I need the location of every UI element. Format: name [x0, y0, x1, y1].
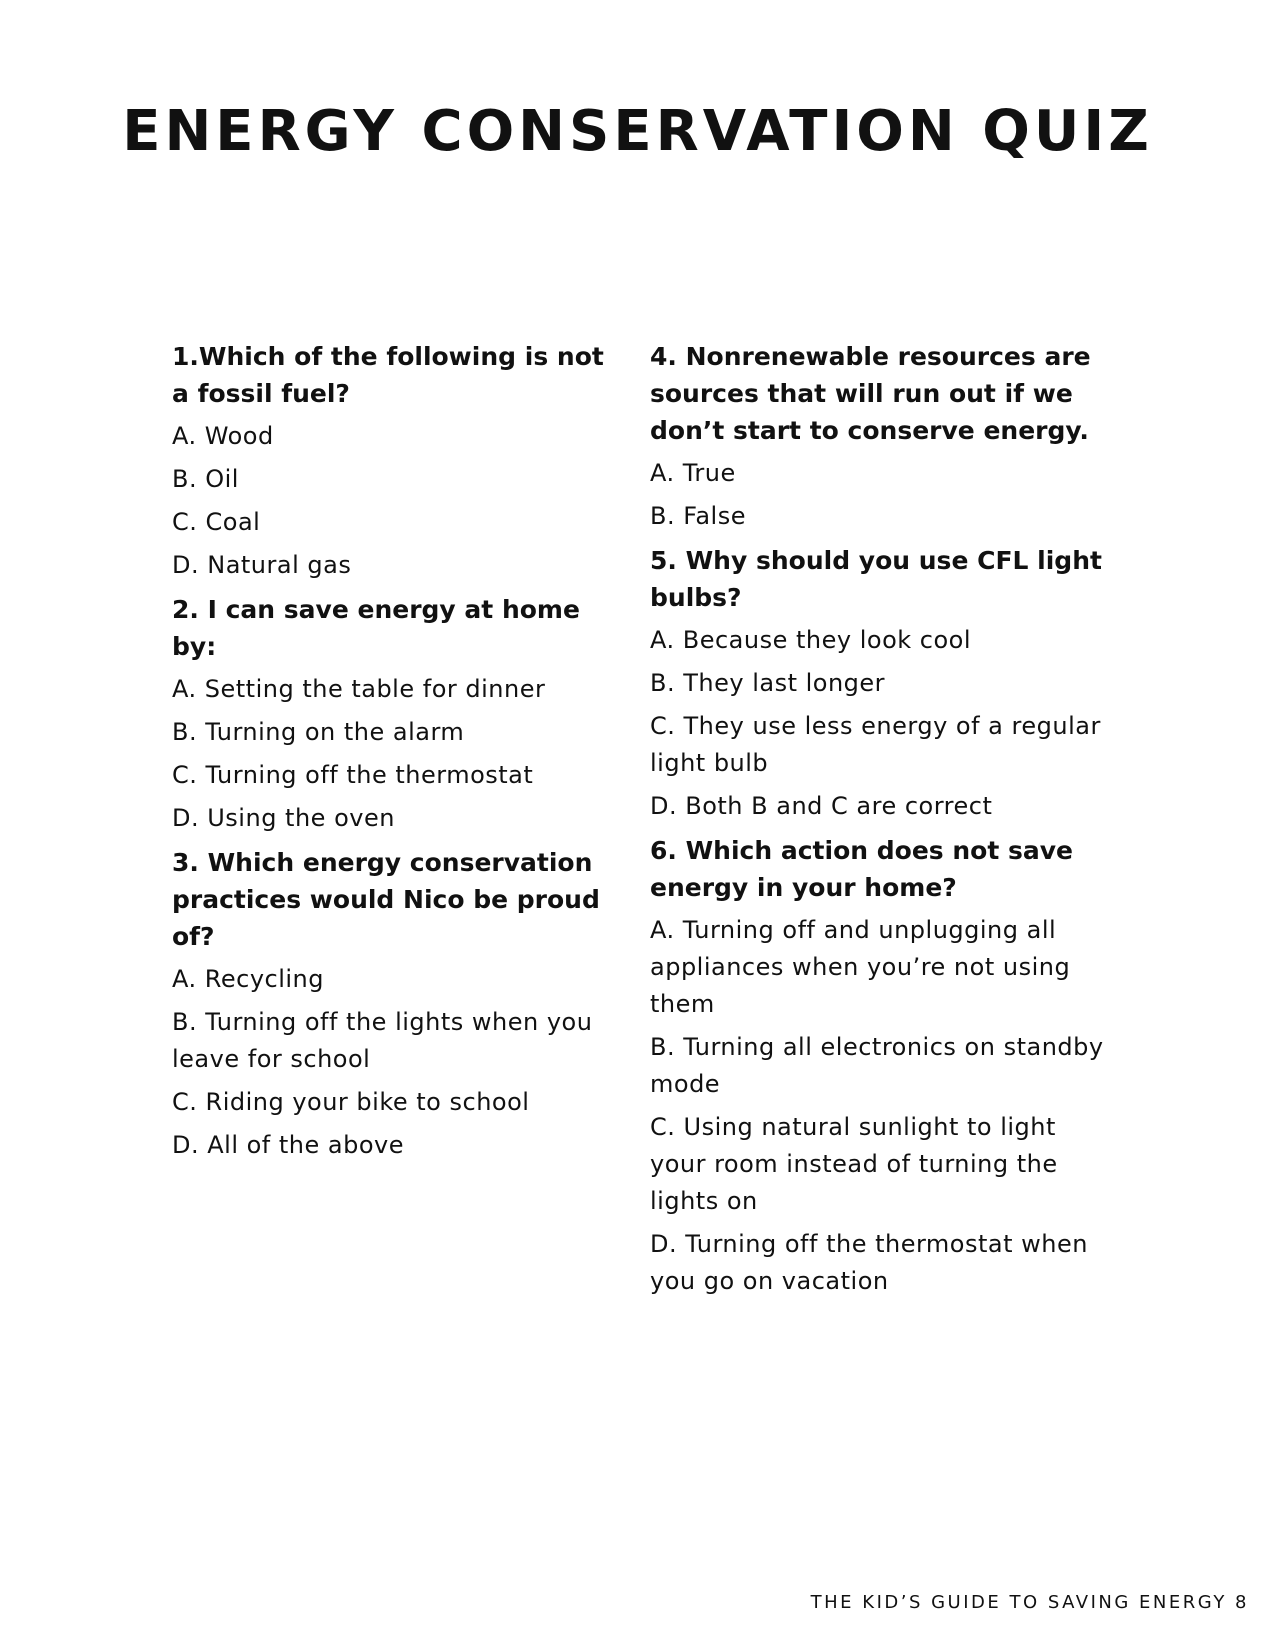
answer-option: C. They use less energy of a regular light bulb	[650, 712, 1101, 777]
question-5	[650, 542, 1106, 825]
question-3	[172, 844, 628, 1164]
answer-option: C. Riding your bike to school	[172, 1088, 530, 1116]
answer-option: A. Turning off and unplugging all appliances when you’re not using them	[650, 916, 1071, 1018]
question-text: 1.Which of the following is not a fossil fuel?	[172, 342, 604, 408]
question-1	[172, 338, 628, 584]
answer-option: D. Using the oven	[172, 804, 395, 832]
quiz-column-left	[172, 338, 628, 1171]
quiz-column-right	[650, 338, 1106, 1307]
answer-option: A. Wood	[172, 422, 274, 450]
answer-option: A. Because they look cool	[650, 626, 972, 654]
answer-option: A. Recycling	[172, 965, 324, 993]
answer-option: A. True	[650, 459, 736, 487]
answer-option: D. All of the above	[172, 1131, 404, 1159]
question-text: 4. Nonrenewable resources are sources that will run out if we don’t start to conserve energy.	[650, 342, 1091, 445]
answer-option: C. Using natural sunlight to light your room instead of turning the lights on	[650, 1113, 1058, 1215]
answer-option: D. Both B and C are correct	[650, 792, 993, 820]
answer-option: B. Turning all electronics on standby mode	[650, 1033, 1104, 1098]
question-text: 6. Which action does not save energy in your home?	[650, 836, 1073, 902]
question-6	[650, 832, 1106, 1300]
page-title: ENERGY CONSERVATION QUIZ	[122, 99, 1153, 164]
page-footer: THE KID’S GUIDE TO SAVING ENERGY 8	[810, 1592, 1249, 1613]
answer-option: A. Setting the table for dinner	[172, 675, 546, 703]
answer-option: B. They last longer	[650, 669, 886, 697]
answer-option: B. Turning on the alarm	[172, 718, 465, 746]
answer-option: B. Oil	[172, 465, 239, 493]
question-2	[172, 591, 628, 837]
answer-option: D. Natural gas	[172, 551, 352, 579]
question-text: 2. I can save energy at home by:	[172, 595, 580, 661]
answer-option: C. Turning off the thermostat	[172, 761, 534, 789]
answer-option: B. Turning off the lights when you leave for school	[172, 1008, 593, 1073]
question-text: 5. Why should you use CFL light bulbs?	[650, 546, 1102, 612]
question-4	[650, 338, 1106, 535]
answer-option: C. Coal	[172, 508, 261, 536]
answer-option: B. False	[650, 502, 746, 530]
question-text: 3. Which energy conservation practices would Nico be proud of?	[172, 848, 600, 951]
answer-option: D. Turning off the thermostat when you go on vacation	[650, 1230, 1088, 1295]
